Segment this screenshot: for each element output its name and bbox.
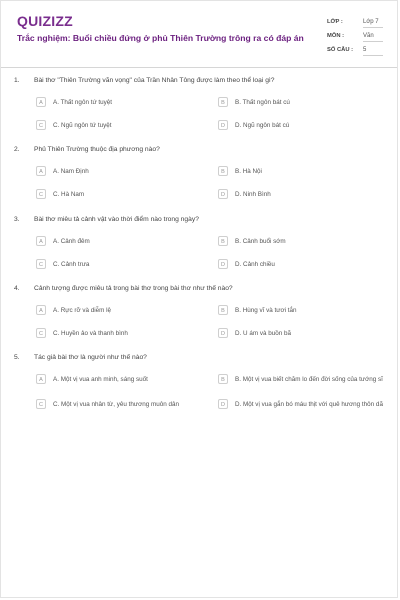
question-text (14, 77, 384, 84)
question-text (14, 216, 384, 223)
question-number: 4. (14, 285, 20, 292)
answer-text: C. Cảnh trưa (53, 261, 90, 268)
answer-option[interactable] (218, 259, 388, 269)
answer-checkbox[interactable]: A (36, 236, 46, 246)
answer-option[interactable] (218, 189, 388, 199)
answer-checkbox[interactable]: C (36, 120, 46, 130)
answer-checkbox[interactable]: C (36, 259, 46, 269)
answer-checkbox[interactable]: D (218, 189, 228, 199)
meta-row-subject (327, 29, 383, 43)
answer-text: A. Một vị vua anh minh, sáng suốt (53, 376, 148, 383)
answer-text: B. Hà Nội (235, 168, 262, 175)
question-number: 2. (14, 146, 20, 153)
meta-label: MÔN : (327, 33, 345, 39)
question-number: 3. (14, 216, 20, 223)
answer-checkbox[interactable]: C (36, 399, 46, 409)
answer-option[interactable] (218, 374, 388, 384)
answer-text: C. Một vị vua nhân từ, yêu thương muôn dân (53, 401, 179, 408)
answer-checkbox[interactable]: B (218, 166, 228, 176)
answer-text: D. Ninh Bình (235, 191, 271, 198)
answer-checkbox[interactable]: C (36, 328, 46, 338)
answer-option[interactable] (218, 166, 388, 176)
answer-checkbox[interactable]: B (218, 374, 228, 384)
answer-option[interactable] (218, 120, 388, 130)
answer-text: B. Thất ngôn bát cú (235, 99, 290, 106)
answer-text: A. Cảnh đêm (53, 238, 90, 245)
answer-checkbox[interactable]: D (218, 399, 228, 409)
answer-checkbox[interactable]: D (218, 120, 228, 130)
answer-checkbox[interactable]: D (218, 259, 228, 269)
answer-option[interactable] (218, 399, 388, 409)
answer-option[interactable] (36, 189, 206, 199)
question-number: 5. (14, 354, 20, 361)
question-prompt: Tác giả bài thơ là người như thế nào? (34, 354, 147, 361)
answer-text: C. Ngũ ngôn tứ tuyệt (53, 122, 112, 129)
answer-text: D. Một vị vua gắn bó máu thịt với quê hương thôn dã (235, 401, 383, 408)
answer-text: C. Hà Nam (53, 191, 85, 198)
answer-checkbox[interactable]: A (36, 374, 46, 384)
answer-option[interactable] (36, 97, 206, 107)
answer-option[interactable] (36, 166, 206, 176)
answer-option[interactable] (218, 97, 388, 107)
worksheet-meta (327, 15, 383, 57)
question-prompt: Cảnh tượng được miêu tả trong bài thơ trong bài thơ như thế nào? (34, 285, 233, 292)
answer-text: D. U ám và buồn bã (235, 330, 292, 337)
meta-value: Văn (363, 31, 383, 42)
answer-option[interactable] (36, 328, 206, 338)
answer-option[interactable] (36, 120, 206, 130)
worksheet-header (1, 1, 397, 68)
question-text (14, 354, 384, 361)
page-title: Trắc nghiệm: Buổi chiều đứng ở phủ Thiên Trường trông ra có đáp án (17, 33, 304, 43)
question-text (14, 146, 384, 153)
answer-option[interactable] (36, 305, 206, 315)
answer-option[interactable] (36, 399, 206, 409)
answer-checkbox[interactable]: A (36, 305, 46, 315)
answer-checkbox[interactable]: D (218, 328, 228, 338)
meta-row-question-count (327, 43, 383, 57)
meta-label: SỐ CÂU : (327, 47, 354, 53)
answer-text: C. Huyền ảo và thanh bình (53, 330, 128, 337)
question-prompt: Phủ Thiên Trường thuộc địa phương nào? (34, 146, 160, 153)
answer-option[interactable] (36, 236, 206, 246)
answer-text: B. Một vị vua biết chăm lo đến đời sống của tướng sĩ (235, 376, 383, 383)
answer-text: D. Ngũ ngôn bát cú (235, 122, 290, 129)
answer-text: B. Hùng vĩ và tươi tắn (235, 307, 297, 314)
question-prompt: Bài thơ miêu tả cảnh vật vào thời điểm nào trong ngày? (34, 216, 199, 223)
answer-checkbox[interactable]: B (218, 236, 228, 246)
answer-option[interactable] (218, 236, 388, 246)
answer-text: A. Nam Định (53, 168, 89, 175)
meta-value: Lớp 7 (363, 17, 383, 28)
answer-checkbox[interactable]: B (218, 305, 228, 315)
meta-label: LỚP : (327, 19, 343, 25)
answer-option[interactable] (218, 305, 388, 315)
answer-checkbox[interactable]: A (36, 97, 46, 107)
answer-checkbox[interactable]: C (36, 189, 46, 199)
answer-option[interactable] (218, 328, 388, 338)
answer-option[interactable] (36, 259, 206, 269)
answer-checkbox[interactable]: B (218, 97, 228, 107)
meta-value: 5 (363, 45, 383, 56)
answer-text: D. Cảnh chiều (235, 261, 275, 268)
answer-checkbox[interactable]: A (36, 166, 46, 176)
answer-text: A. Rực rỡ và diễm lệ (53, 307, 112, 314)
meta-row-grade (327, 15, 383, 29)
answer-option[interactable] (36, 374, 206, 384)
question-number: 1. (14, 77, 20, 84)
answer-text: B. Cảnh buổi sớm (235, 238, 286, 245)
question-prompt: Bài thơ "Thiên Trường vãn vọng" của Trần Nhân Tông được làm theo thể loại gì? (34, 77, 275, 84)
answer-text: A. Thất ngôn tứ tuyệt (53, 99, 113, 106)
question-text (14, 285, 384, 292)
quizizz-logo: QUIZIZZ (17, 13, 73, 29)
